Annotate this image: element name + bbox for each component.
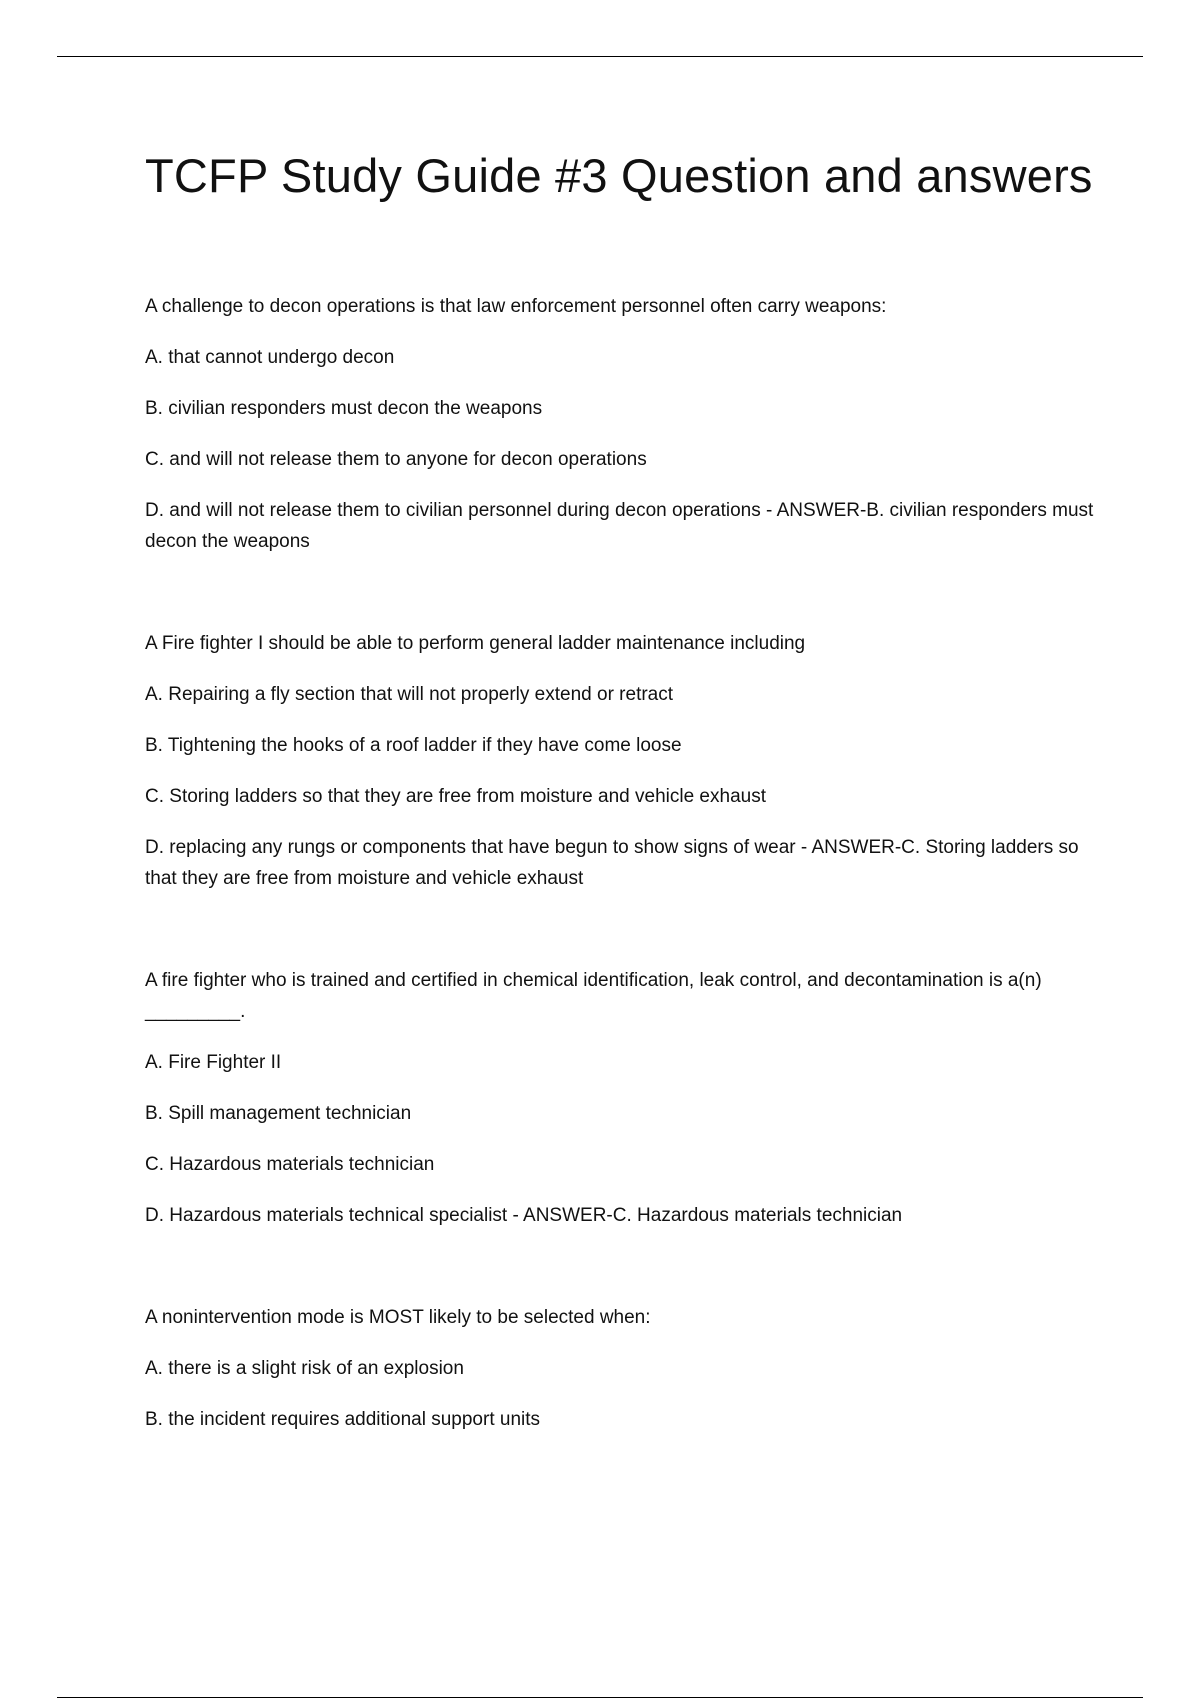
answer-option: B. civilian responders must decon the weapons [145,398,543,419]
answer-option: A. Fire Fighter II [145,1052,282,1073]
answer-option: A. there is a slight risk of an explosion [145,1358,464,1379]
answer-option: B. the incident requires additional support units [145,1409,541,1430]
answer-option: B. Spill management technician [145,1103,412,1124]
header-rule [57,56,1143,57]
answer-option: C. and will not release them to anyone for decon operations [145,449,647,470]
question-block [145,1302,1100,1435]
question-text: A nonintervention mode is MOST likely to be selected when: [145,1307,651,1328]
answer-option: C. Storing ladders so that they are free from moisture and vehicle exhaust [145,786,766,807]
question-block [145,965,1100,1231]
answer-option: A. Repairing a fly section that will not properly extend or retract [145,684,674,705]
question-block [145,291,1100,557]
question-text: A challenge to decon operations is that law enforcement personnel often carry weapons: [145,296,887,317]
footer-rule [57,1697,1143,1698]
document-body [145,145,1100,1435]
answer-option: D. replacing any rungs or components that have begun to show signs of wear - ANSWER-C. Storing ladders so that they are free from moisture and vehicle exhaust [145,837,1079,889]
answer-option: A. that cannot undergo decon [145,347,395,368]
answer-option: D. Hazardous materials technical specialist - ANSWER-C. Hazardous materials technician [145,1205,903,1226]
answer-option: D. and will not release them to civilian personnel during decon operations - ANSWER-B. civilian responders must decon the weapons [145,500,1094,552]
question-text: A fire fighter who is trained and certified in chemical identification, leak control, and decontamination is a(n) _________. [145,970,1042,1022]
page-title: TCFP Study Guide #3 Question and answers [145,149,1093,202]
answer-option: B. Tightening the hooks of a roof ladder if they have come loose [145,735,682,756]
answer-option: C. Hazardous materials technician [145,1154,435,1175]
question-block [145,628,1100,894]
question-text: A Fire fighter I should be able to perform general ladder maintenance including [145,633,806,654]
